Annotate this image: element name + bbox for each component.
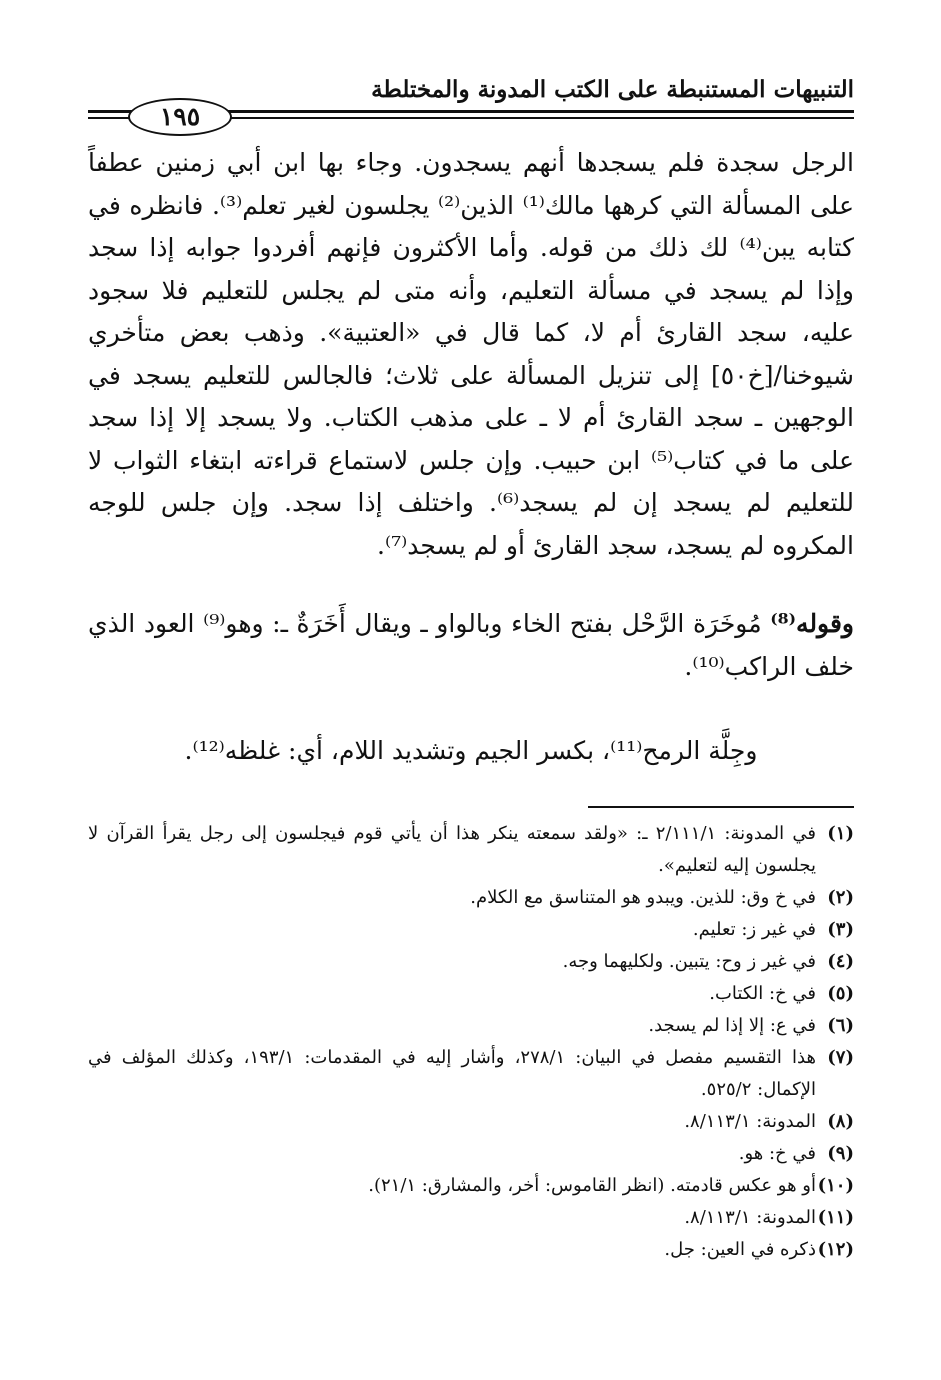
footnote-number: (١٠) (817, 1175, 854, 1196)
footnote-text: المدونة: ٨/١١٣/١. (684, 1111, 816, 1132)
footnote-text: المدونة: ٨/١١٣/١. (684, 1207, 816, 1228)
footnote-text: في خ: هو. (738, 1143, 816, 1164)
main-text (88, 142, 854, 773)
footnote-7 (88, 1042, 854, 1106)
paragraph-2-lead: وقوله⁽⁸⁾ (770, 609, 854, 638)
footnote-10 (88, 1170, 854, 1202)
footnote-text: أو هو عكس قادمته. (انظر القاموس: أخر، والمشارق: ٢١/١). (368, 1175, 816, 1196)
footnote-text: في غير ز: تعليم. (692, 919, 816, 940)
footnote-number: (٧) (827, 1047, 854, 1068)
paragraph-1: الرجل سجدة فلم يسجدها أنهم يسجدون. وجاء بها ابن أبي زمنين عطفاً على المسألة التي كرهها مالك⁽¹⁾ الذين⁽²⁾ يجلسون لغير تعلم⁽³⁾. فانظره في كتابه يبن⁽⁴⁾ لك ذلك من قوله. وأما الأكثرون فإنهم أفردوا جوابه إذا سجد وإذا لم يسجد في مسألة التعليم، وأنه متى لم يجلس للتعليم فلا سجود عليه، سجد القارئ أم لا، كما قال في «العتبية». وذهب بعض متأخري شيوخنا/[خ٥٠] إلى تنزيل المسألة على ثلاث؛ فالجالس للتعليم يسجد في الوجهين ـ سجد القارئ أم لا ـ على مذهب الكتاب. ولا يسجد إلا إذا سجد على ما في كتاب⁽⁵⁾ ابن حبيب. وإن جلس لاستماع قراءته ابتغاء الثواب لا للتعليم لم يسجد إن لم يسجد⁽⁶⁾. واختلف إذا سجد. وإن جلس للوجه المكروه لم يسجد، سجد القارئ أو لم يسجد⁽⁷⁾. (88, 148, 855, 560)
page-number: ١٩٥ (128, 98, 232, 136)
footnote-text: ذكره في العين: جل. (664, 1239, 816, 1260)
footnote-number: (٤) (827, 951, 854, 972)
footnote-number: (٣) (827, 919, 854, 940)
footnote-11 (88, 1202, 854, 1234)
footnote-5 (88, 978, 854, 1010)
footnote-number: (١٢) (817, 1239, 854, 1260)
footnote-4 (88, 946, 854, 978)
running-title: التنبيهات المستنبطة على الكتب المدونة والمختلطة (371, 76, 854, 103)
footnote-12 (88, 1234, 854, 1266)
footnote-text: في خ وق: للذين. ويبدو هو المتناسق مع الكلام. (470, 887, 816, 908)
footnote-separator (588, 806, 854, 808)
paragraph-2 (88, 603, 854, 688)
footnote-text: في غير ز وح: يتبين. ولكليهما وجه. (562, 951, 816, 972)
footnote-6 (88, 1010, 854, 1042)
footnote-number: (٢) (827, 887, 854, 908)
footnote-8 (88, 1106, 854, 1138)
footnote-number: (١١) (817, 1207, 854, 1228)
footnote-number: (٥) (827, 983, 854, 1004)
footnote-text: في المدونة: ٢/١١١/١ ـ: «ولقد سمعته ينكر هذا أن يأتي قوم فيجلسون إلى رجل يقرأ القرآن لا يجلسون إليه لتعليم». (88, 823, 817, 876)
running-header (88, 74, 854, 131)
footnote-number: (١) (827, 823, 854, 844)
footnote-text: في ع: إلا إذا لم يسجد. (648, 1015, 816, 1036)
footnote-1 (88, 818, 854, 882)
footnote-number: (٩) (827, 1143, 854, 1164)
footnote-3 (88, 914, 854, 946)
footnote-number: (٦) (827, 1015, 854, 1036)
footnote-number: (٨) (827, 1111, 854, 1132)
footnote-text: هذا التقسيم مفصل في البيان: ٢٧٨/١، وأشار إليه في المقدمات: ١٩٣/١، وكذلك المؤلف في الإكمال: ٥٢٥/٢. (88, 1047, 816, 1100)
footnote-9 (88, 1138, 854, 1170)
footnote-text: في خ: الكتاب. (709, 983, 816, 1004)
footnotes (88, 818, 854, 1266)
paragraph-2-text: مُوخَرَة الرَّحْل بفتح الخاء وبالواو ـ ويقال أَخَرَةٌ ـ: وهو⁽⁹⁾ العود الذي خلف الراكب⁽¹⁰⁾. (88, 609, 854, 681)
footnote-2 (88, 882, 854, 914)
paragraph-3: وجِلَّة الرمح⁽¹¹⁾، بكسر الجيم وتشديد اللام، أي: غلظه⁽¹²⁾. (184, 736, 758, 765)
